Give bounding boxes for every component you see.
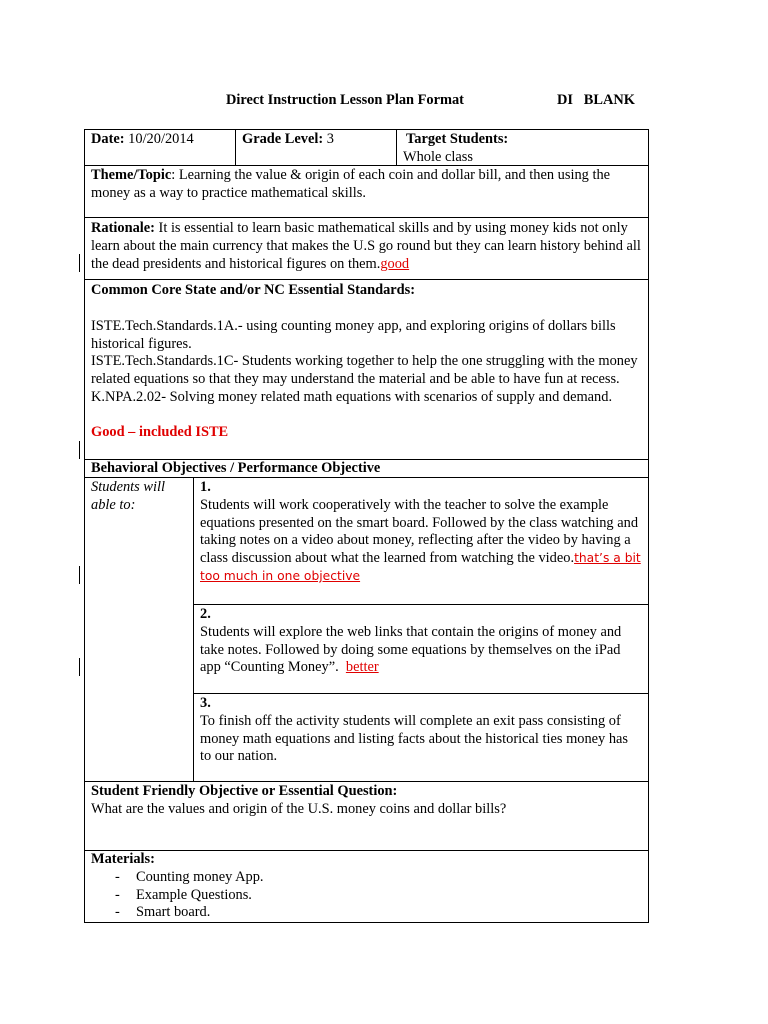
objectives-block — [84, 477, 649, 782]
objective-text: To finish off the activity students will complete an exit pass consisting of money math equations and listing facts about the historical ties money has to our nation. — [200, 712, 629, 765]
friendly-heading: Student Friendly Objective or Essential Question: — [91, 783, 398, 799]
rationale-text: It is essential to learn basic mathematical skills and by using money kids not only learn about the main currency that makes the U.S go round but they can learn history behind all the dead presidents and historical figures on them. — [91, 220, 641, 272]
date-cell — [85, 130, 236, 165]
objective-text: Students will explore the web links that contain the origins of money and take notes. Followed by doing some equations by themselves on the iPad app “Counting Money”. — [200, 623, 622, 676]
grade-cell — [236, 130, 397, 165]
materials-heading: Materials: — [91, 851, 155, 867]
standard-item: ISTE.Tech.Standards.1A.- using counting money app, and exploring origins of dollars bills historical figures. — [91, 317, 616, 352]
objective-item — [194, 605, 648, 694]
objectives-heading-row — [84, 459, 649, 478]
grade-value: 3 — [326, 131, 334, 147]
change-bar — [79, 254, 80, 272]
document-code: DI BLANK — [557, 92, 635, 108]
standards-row — [84, 279, 649, 460]
change-bar — [79, 566, 80, 584]
side-label-text: Students will able to: — [91, 479, 165, 513]
date-value: 10/20/2014 — [128, 131, 194, 147]
material-text: Smart board. — [136, 904, 211, 921]
theme-row — [84, 165, 649, 218]
standard-item: K.NPA.2.02- Solving money related math equations with scenarios of supply and demand. — [91, 388, 613, 405]
objective-number: 2. — [200, 606, 211, 622]
list-item: - Example Questions. — [115, 886, 252, 903]
friendly-text: What are the values and origin of the U.S. money coins and dollar bills? — [91, 800, 507, 817]
friendly-row — [84, 781, 649, 851]
change-bar — [79, 441, 80, 459]
theme-label: Theme/Topic — [91, 167, 172, 183]
list-item: - Counting money App. — [115, 868, 264, 885]
document-title: Direct Instruction Lesson Plan Format — [226, 92, 464, 108]
target-label: Target Students: — [406, 131, 509, 147]
rationale-comment: good — [380, 255, 410, 272]
change-bar — [79, 658, 80, 676]
materials-row — [84, 850, 649, 923]
standards-comment: Good – included ISTE — [91, 423, 229, 440]
objective-number: 1. — [200, 479, 211, 495]
material-text: Counting money App. — [136, 868, 264, 885]
info-row — [84, 129, 649, 166]
objective-comment: better — [345, 659, 379, 676]
target-cell — [397, 130, 648, 165]
standard-item: ISTE.Tech.Standards.1C- Students working together to help the one struggling with the money related equations so that they may understand the material and be able to have fun at recess. — [91, 353, 638, 388]
standards-heading: Common Core State and/or NC Essential Standards: — [91, 282, 416, 298]
objective-item — [194, 478, 648, 605]
objective-number: 3. — [200, 695, 211, 711]
objective-item — [194, 694, 648, 781]
objective-text: Students will work cooperatively with the teacher to solve the example equations presented on the smart board. Followed by the class watching and taking notes on a video about money, reflecting after the video by having a class discussion about what the learned from watching the video. — [200, 496, 639, 567]
objectives-heading: Behavioral Objectives / Performance Objective — [91, 460, 381, 476]
grade-label: Grade Level: — [242, 131, 324, 147]
objectives-side-label — [85, 478, 194, 781]
theme-text: : Learning the value & origin of each coin and dollar bill, and then using the money as a way to practice mathematical skills. — [91, 167, 611, 201]
rationale-label: Rationale: — [91, 220, 155, 236]
list-item: - Smart board. — [115, 904, 211, 921]
materials-list — [91, 869, 642, 922]
date-label: Date: — [91, 131, 125, 147]
target-value: Whole class — [403, 148, 473, 165]
rationale-row — [84, 217, 649, 280]
objective-comment: that’s a bit too much in one objective — [200, 551, 641, 583]
material-text: Example Questions. — [136, 886, 252, 903]
